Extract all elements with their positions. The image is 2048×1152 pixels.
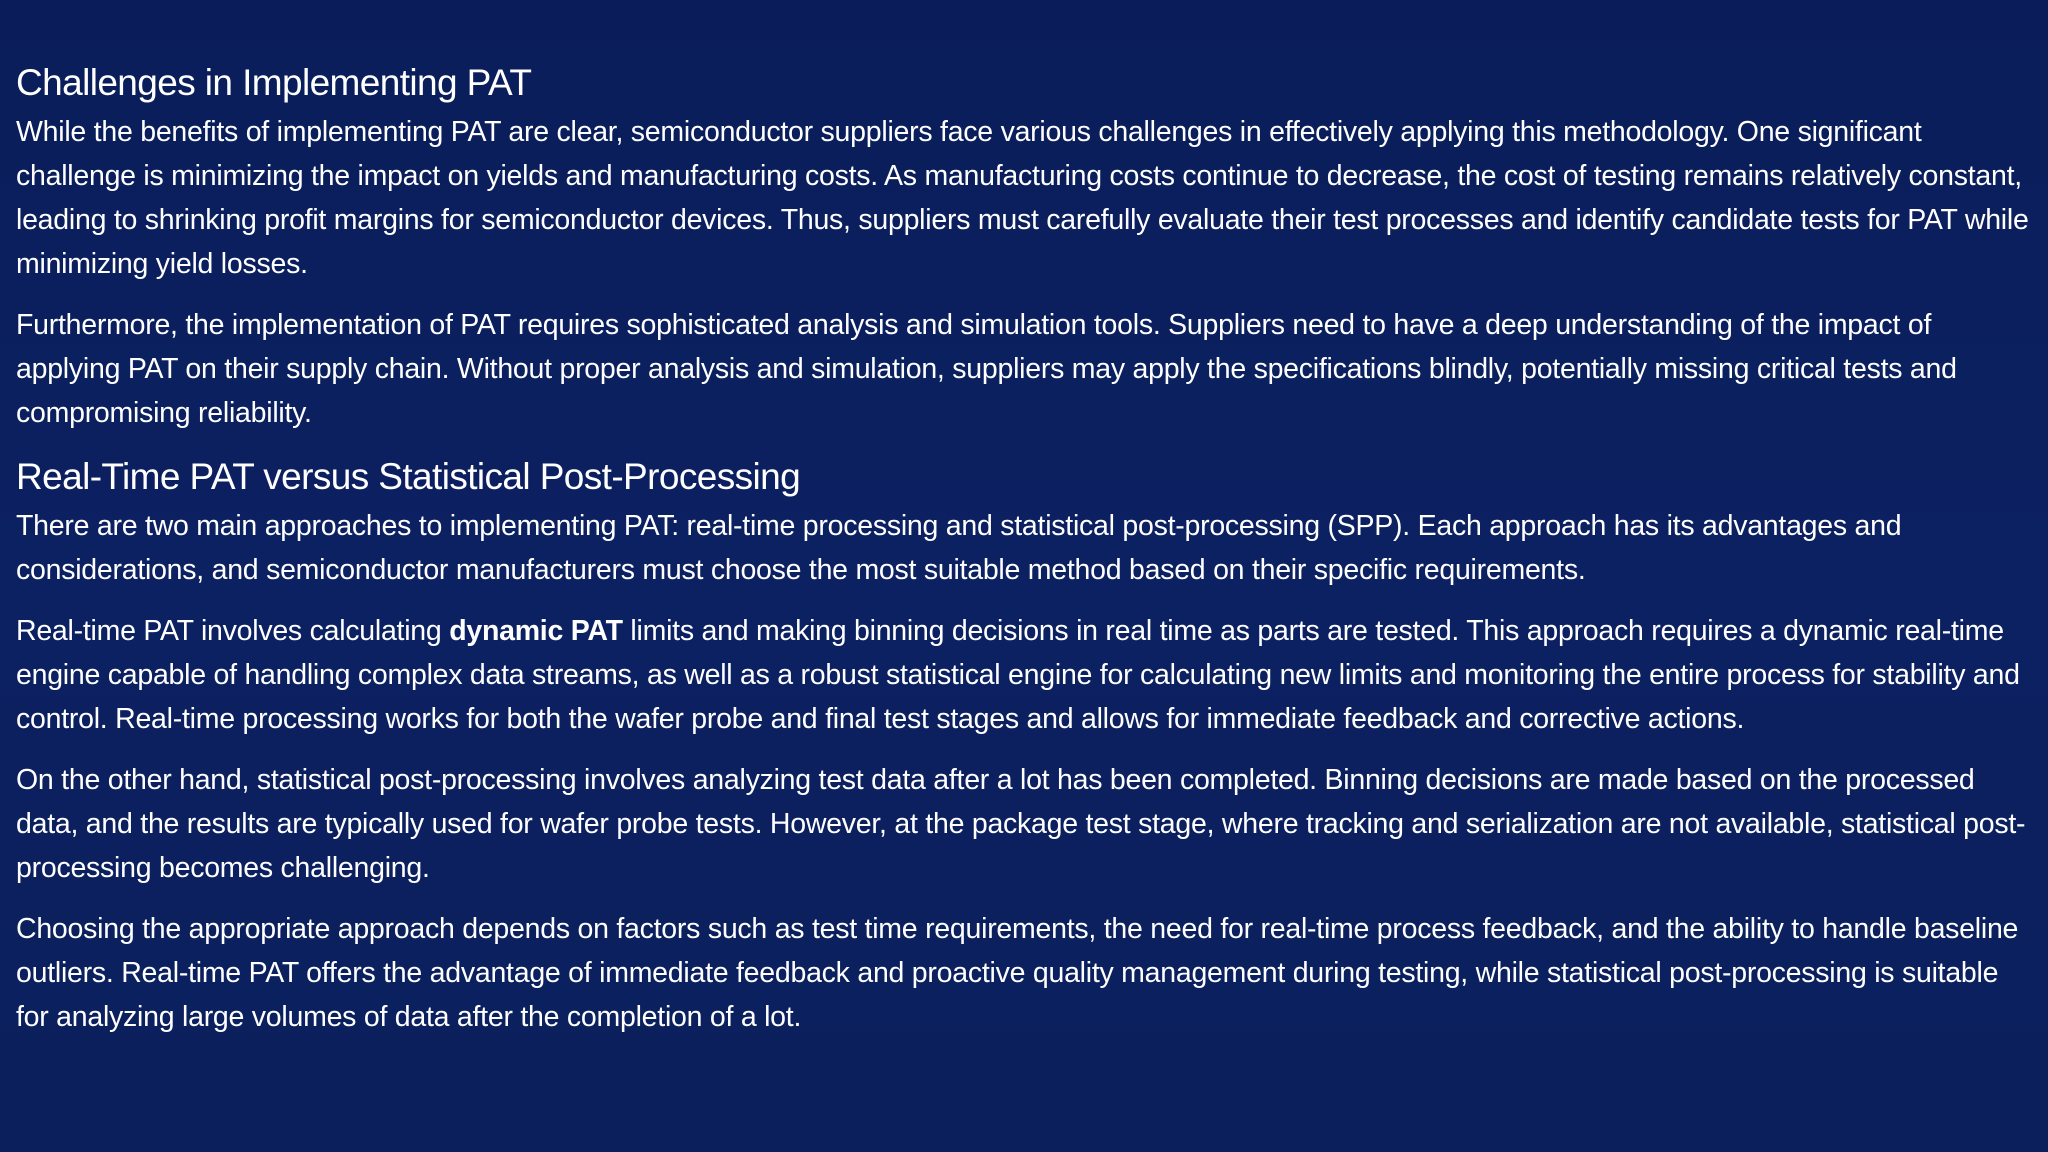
paragraph-realtime-before: Real-time PAT involves calculating [16, 615, 450, 647]
section-heading-challenges: Challenges in Implementing PAT [16, 62, 532, 103]
paragraph-challenges-1: While the benefits of implementing PAT are clear, semiconductor suppliers face various challenges in effectively applying this methodology. One significant challenge is minimizing the impact on yields and manufacturing costs. As manufacturing costs continue to decrease, the cost of testing remains relatively constant, leading to shrinking profit margins for semiconductor devices. Thus, suppliers must carefully evaluate their test processes and identify candidate tests for PAT while minimizing yield losses. [16, 116, 2029, 280]
section-heading-realtime-vs-spp: Real-Time PAT versus Statistical Post-Processing [16, 456, 801, 497]
dynamic-pat-bold: dynamic PAT [449, 615, 623, 647]
section-challenges [16, 58, 2030, 435]
paragraph-challenges-2: Furthermore, the implementation of PAT requires sophisticated analysis and simulation tools. Suppliers need to have a deep understanding of the impact of applying PAT on their supply chain. Without proper analysis and simulation, suppliers may apply the specifications blindly, potentially missing critical tests and compromising reliability. [16, 309, 1957, 429]
paragraph-realtime [16, 609, 2030, 741]
paragraph-spp: On the other hand, statistical post-processing involves analyzing test data after a lot has been completed. Binning decisions are made based on the processed data, and the results are typically used for wafer probe tests. However, at the package test stage, where tracking and serialization are not available, statistical post-processing becomes challenging. [16, 764, 2026, 884]
paragraph-realtime-after: limits and making binning decisions in real time as parts are tested. This approach requires a dynamic real-time engine capable of handling complex data streams, as well as a robust statistical engine for calculating new limits and monitoring the entire process for stability and control. Real-time processing works for both the wafer probe and final test stages and allows for immediate feedback and corrective actions. [16, 615, 2020, 735]
paragraph-choosing: Choosing the appropriate approach depends on factors such as test time requirements, the need for real-time process feedback, and the ability to handle baseline outliers. Real-time PAT offers the advantage of immediate feedback and proactive quality management during testing, while statistical post-processing is suitable for analyzing large volumes of data after the completion of a lot. [16, 913, 2019, 1033]
section-realtime-vs-spp [16, 452, 2030, 1039]
paragraph-approaches: There are two main approaches to implementing PAT: real-time processing and statistical post-processing (SPP). Each approach has its advantages and considerations, and semiconductor manufacturers must choose the most suitable method based on their specific requirements. [16, 510, 1902, 586]
